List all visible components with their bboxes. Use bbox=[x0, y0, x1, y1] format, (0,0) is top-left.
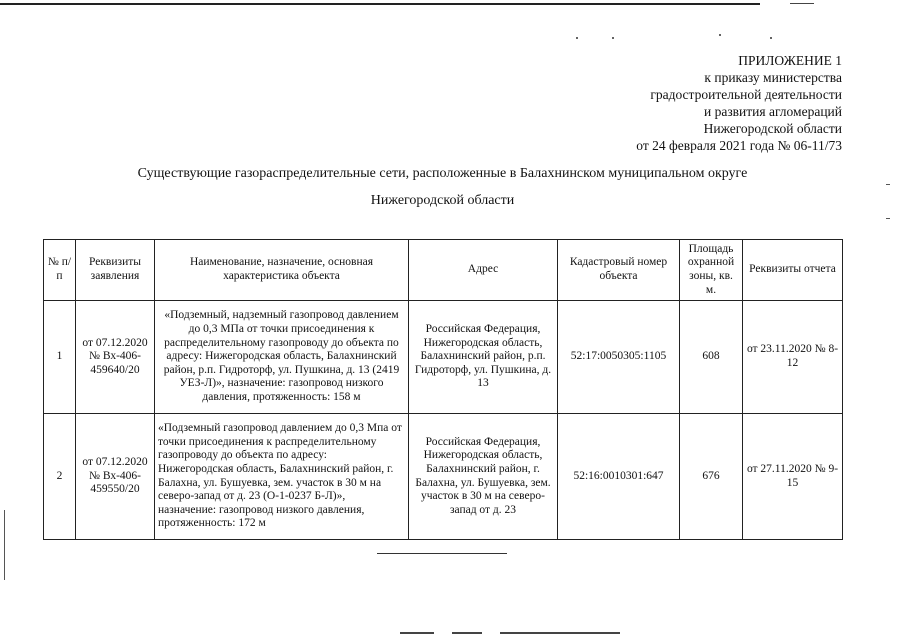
scan-border-line bbox=[0, 3, 760, 5]
appendix-label: ПРИЛОЖЕНИЕ 1 bbox=[738, 53, 842, 68]
object-description: «Подземный, надземный газопровод давлением до 0,3 МПа от точки присоединения к распределительному газопроводу до объекта по адресу: Нижегородская область, Балахнинский район, р.п. Гидроторф, ул. Пушкина, д. 13 (2419 УЕЗ-Л)», назначение: газопровод низкого давления, протяженность: 158 м bbox=[155, 301, 409, 414]
table-row bbox=[44, 414, 843, 540]
object-address: Российская Федерация, Нижегородская область, Балахнинский район, г. Балахна, ул. Бушуевка, зем. участок в 30 м на северо-запад от д. 23 bbox=[409, 414, 558, 540]
column-header-cadastral: Кадастровый номер объекта bbox=[558, 240, 680, 301]
scan-footer-mark bbox=[500, 632, 620, 634]
object-description: «Подземный газопровод давлением до 0,3 Мпа от точки присоединения к распределительному газопроводу до объекта по адресу: Нижегородская область, Балахнинский район, г. Балахна, ул. Бушуевка, зем. участок в 30 м на северо-запад от д. 23 (О-1-0237 Б-Л)», назначение: газопровод низкого давления, протяженность: 172 м bbox=[155, 414, 409, 540]
report-details: от 27.11.2020 № 9-15 bbox=[743, 414, 843, 540]
column-header-application: Реквизиты заявления bbox=[76, 240, 155, 301]
protection-zone-area: 676 bbox=[680, 414, 743, 540]
appendix-header bbox=[636, 52, 842, 154]
cadastral-number: 52:17:0050305:1105 bbox=[558, 301, 680, 414]
scan-border-line-right bbox=[790, 3, 814, 4]
header-line: и развития агломераций bbox=[703, 104, 842, 119]
scan-speck bbox=[719, 34, 721, 36]
row-number: 2 bbox=[44, 414, 76, 540]
gas-networks-table bbox=[43, 239, 843, 540]
header-line: к приказу министерства bbox=[704, 70, 842, 85]
scan-speck bbox=[770, 37, 772, 39]
scan-edge-mark bbox=[4, 510, 5, 580]
scan-footer-mark bbox=[452, 632, 482, 634]
protection-zone-area: 608 bbox=[680, 301, 743, 414]
application-details: от 07.12.2020 № Вх-406-459550/20 bbox=[76, 414, 155, 540]
column-header-area: Площадь охранной зоны, кв. м. bbox=[680, 240, 743, 301]
scan-footer-mark bbox=[400, 632, 434, 634]
scan-speck bbox=[612, 37, 614, 39]
header-line: градостроительной деятельности bbox=[650, 87, 842, 102]
object-address: Российская Федерация, Нижегородская область, Балахнинский район, р.п. Гидроторф, ул. Пушкина, д. 13 bbox=[409, 301, 558, 414]
end-of-table-divider bbox=[377, 553, 507, 554]
scan-speck bbox=[886, 184, 890, 185]
table-header-row bbox=[44, 240, 843, 301]
document-title: Существующие газораспределительные сети, расположенные в Балахнинском муниципальном округе bbox=[137, 166, 748, 181]
application-details: от 07.12.2020 № Вх-406-459640/20 bbox=[76, 301, 155, 414]
header-line: Нижегородской области bbox=[703, 121, 842, 136]
order-reference: от 24 февраля 2021 года № 06-11/73 bbox=[636, 138, 842, 153]
column-header-report: Реквизиты отчета bbox=[743, 240, 843, 301]
column-header-address: Адрес bbox=[409, 240, 558, 301]
column-header-number: № п/п bbox=[44, 240, 76, 301]
column-header-description: Наименование, назначение, основная характеристика объекта bbox=[155, 240, 409, 301]
scan-speck bbox=[576, 37, 578, 39]
table-row bbox=[44, 301, 843, 414]
row-number: 1 bbox=[44, 301, 76, 414]
document-title-region: Нижегородской области bbox=[370, 193, 515, 208]
report-details: от 23.11.2020 № 8-12 bbox=[743, 301, 843, 414]
scan-speck bbox=[886, 218, 890, 219]
cadastral-number: 52:16:0010301:647 bbox=[558, 414, 680, 540]
